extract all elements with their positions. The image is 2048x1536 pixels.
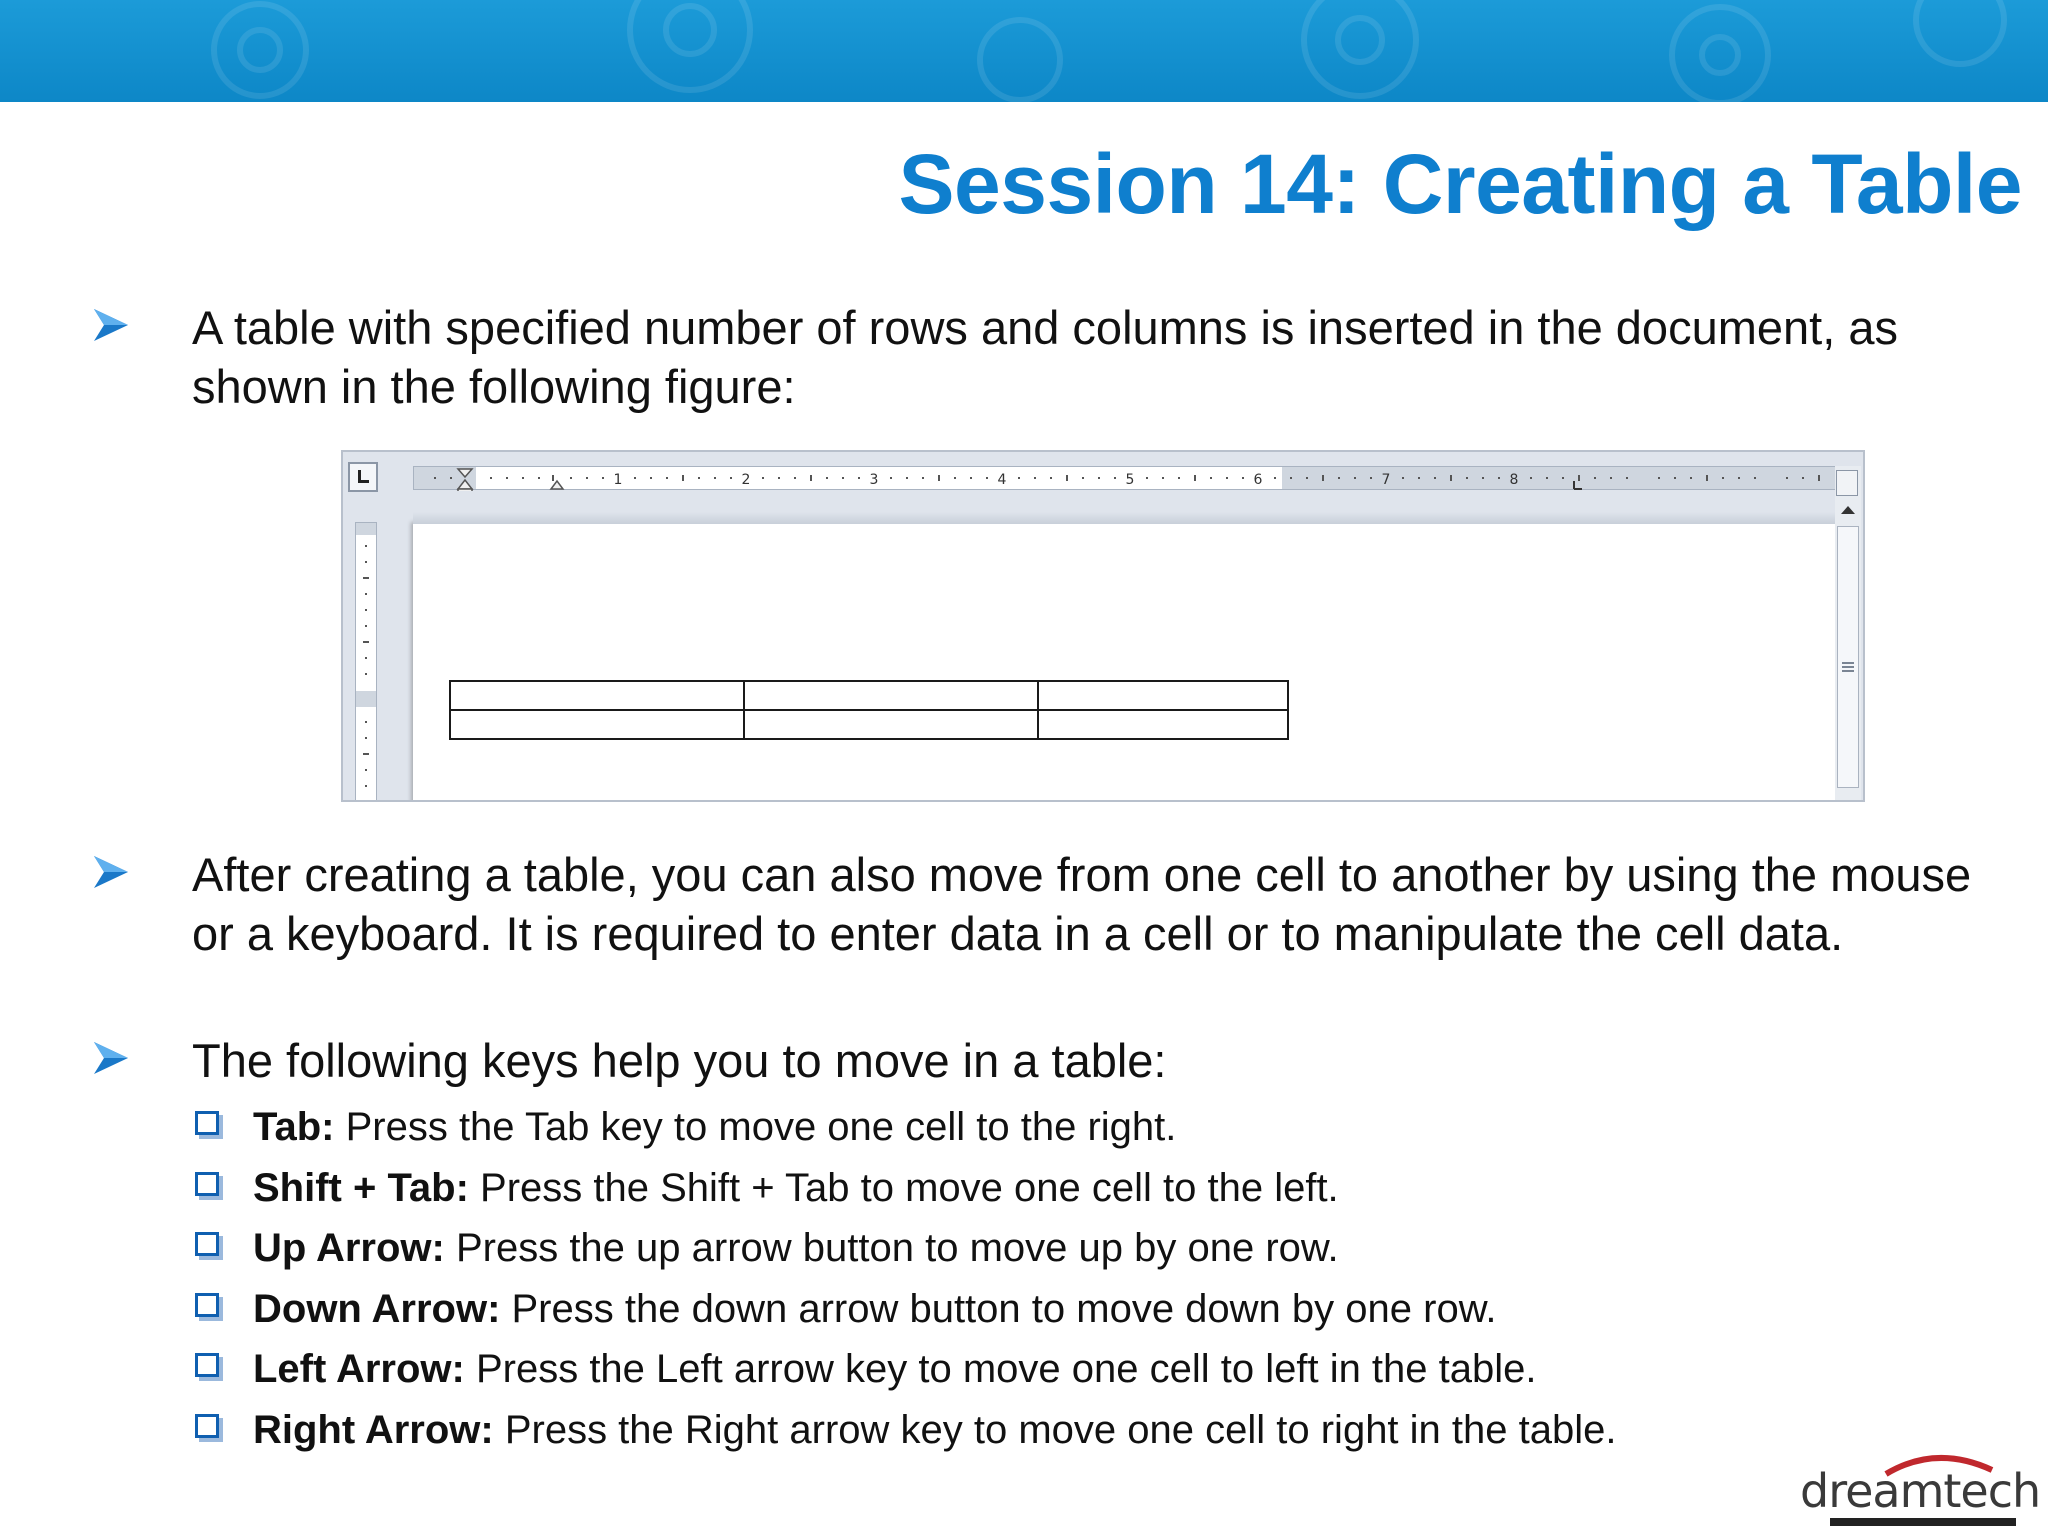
ruler-number: 1 <box>613 472 623 488</box>
tab-stop-icon[interactable] <box>1574 481 1582 489</box>
header-banner <box>0 0 2048 102</box>
key-description: Press the down arrow button to move down by one row. <box>500 1286 1497 1331</box>
key-description: Press the Left arrow key to move one cell to left in the table. <box>464 1347 1537 1392</box>
checkbox-bullet-icon <box>195 1353 219 1377</box>
checkbox-bullet-icon <box>195 1232 219 1256</box>
table-row <box>450 681 1288 710</box>
bullet-text: After creating a table, you can also move from one cell to another by using the mouse or a keyboard. It is required to enter data in a cell or to manipulate the cell data. <box>192 848 1972 960</box>
ruler-number: 6 <box>1253 472 1263 488</box>
vertical-scrollbar[interactable] <box>1835 466 1861 802</box>
scroll-track[interactable] <box>1837 526 1859 788</box>
arrowhead-bullet-icon <box>92 1038 132 1078</box>
list-item <box>195 1339 1995 1400</box>
key-name: Up Arrow: <box>253 1226 445 1271</box>
bullet-text: A table with specified number of rows and columns is inserted in the document, as shown in the following figure: <box>192 301 1898 413</box>
gear-pattern-icon <box>0 0 2048 102</box>
key-name: Left Arrow: <box>253 1347 465 1392</box>
ruler-ticks <box>414 467 1838 491</box>
logo-bar <box>1830 1518 2016 1526</box>
table-cell[interactable] <box>1038 710 1288 739</box>
list-item <box>195 1218 1995 1279</box>
keys-list <box>195 1097 1995 1461</box>
list-item <box>195 1097 1995 1158</box>
table-cell[interactable] <box>744 710 1038 739</box>
table-cell[interactable] <box>450 681 744 710</box>
scroll-grip-icon[interactable] <box>1842 662 1854 674</box>
key-description: Press the up arrow button to move up by one row. <box>444 1226 1339 1271</box>
key-description: Press the Shift + Tab to move one cell to the left. <box>468 1165 1339 1210</box>
key-name: Right Arrow: <box>253 1407 494 1452</box>
key-description: Press the Right arrow key to move one cell to right in the table. <box>493 1407 1617 1452</box>
dreamtech-logo <box>1796 1444 2041 1524</box>
list-item <box>195 1158 1995 1219</box>
table-cell[interactable] <box>1038 681 1288 710</box>
ruler-number: 4 <box>997 472 1007 488</box>
horizontal-ruler <box>413 466 1837 490</box>
key-description: Press the Tab key to move one cell to the right. <box>334 1105 1177 1149</box>
arrowhead-bullet-icon <box>92 305 132 345</box>
hanging-indent-icon[interactable] <box>551 481 563 489</box>
table-cell[interactable] <box>744 681 1038 710</box>
checkbox-bullet-icon <box>195 1293 219 1317</box>
ruler-number: 3 <box>869 472 879 488</box>
page-title: Session 14: Creating a Table <box>898 137 2022 231</box>
view-ruler-icon[interactable] <box>1836 470 1858 496</box>
inserted-table[interactable] <box>449 680 1289 740</box>
arrowhead-bullet-icon <box>92 852 132 892</box>
ruler-number: 5 <box>1125 472 1135 488</box>
bullet-text: The following keys help you to move in a table: <box>192 1034 1167 1087</box>
vertical-ruler <box>355 522 377 802</box>
table-row <box>450 710 1288 739</box>
key-name: Down Arrow: <box>253 1286 501 1331</box>
list-item <box>195 1279 1995 1340</box>
key-name: Tab: <box>253 1105 335 1149</box>
list-item <box>195 1400 1995 1461</box>
word-document-figure <box>341 450 1865 802</box>
checkbox-bullet-icon <box>195 1172 219 1196</box>
document-page[interactable] <box>413 524 1837 802</box>
checkbox-bullet-icon <box>195 1414 219 1438</box>
vertical-ruler-ticks <box>356 523 376 802</box>
scroll-up-icon[interactable] <box>1841 506 1855 514</box>
key-name: Shift + Tab: <box>253 1165 469 1210</box>
ruler-number: 7 <box>1381 472 1391 488</box>
logo-text: dreamtech <box>1800 1464 2041 1518</box>
tab-selector-icon <box>348 462 378 492</box>
indent-marker-icon[interactable] <box>458 469 472 491</box>
checkbox-bullet-icon <box>195 1111 219 1135</box>
ruler-number: 2 <box>741 472 751 488</box>
table-cell[interactable] <box>450 710 744 739</box>
ruler-number: 8 <box>1509 472 1519 488</box>
